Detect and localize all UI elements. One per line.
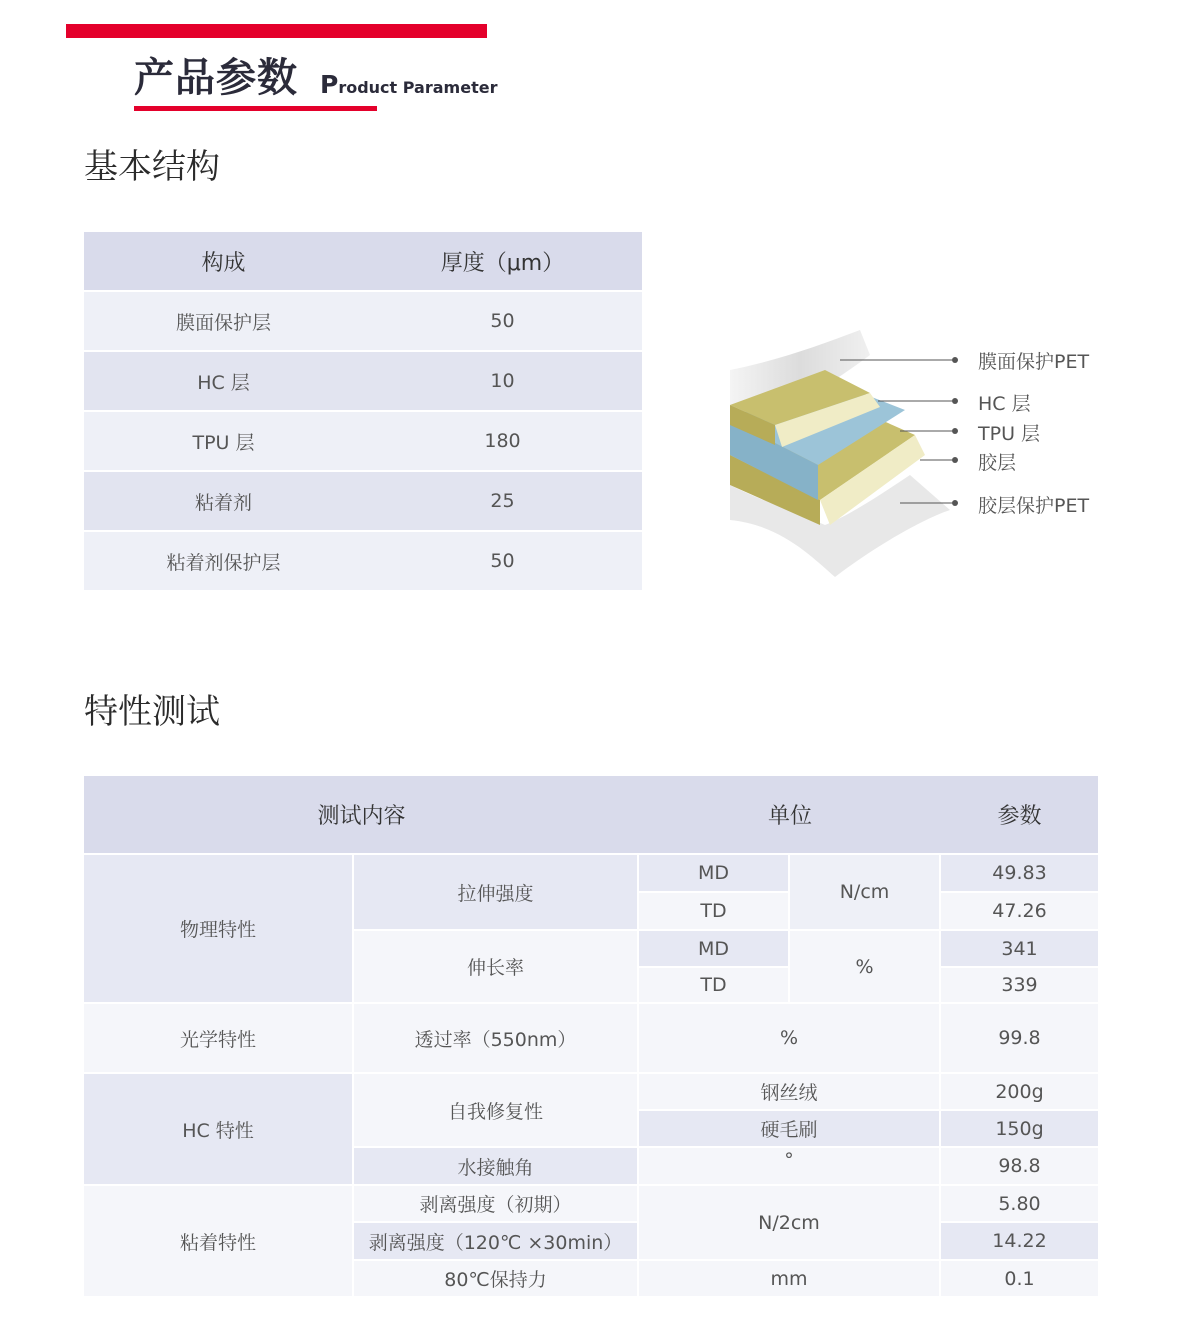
title-underline [134,106,377,111]
layer-name: HC 层 [197,371,250,394]
column-header-unit: 单位 [639,776,941,853]
layer-thickness: 25 [490,490,515,512]
test-elongation: 伸长率 [354,931,637,1002]
unit-tensile: N/cm [790,855,939,929]
value-hard-brush: 150g [941,1111,1098,1146]
direction-td: TD [639,893,788,929]
value-elongation-md: 341 [941,931,1098,966]
layer-name: 膜面保护层 [175,311,271,334]
value-steel-wool: 200g [941,1074,1098,1109]
table-row [84,472,642,530]
page-subtitle [320,70,497,103]
layer-structure-diagram [720,325,1140,585]
unit-contact-angle: ° [639,1148,939,1184]
column-header-content: 测试内容 [84,776,639,853]
subtitle-rest: roduct Parameter [338,78,498,97]
value-elongation-td: 339 [941,968,1098,1002]
diagram-label-tpu: TPU 层 [978,423,1041,445]
column-header: 厚度（μm） [440,250,565,276]
structure-title: 基本结构 [84,147,220,187]
properties-title: 特性测试 [84,692,220,732]
table-row [84,532,642,590]
unit-transmittance: % [639,1004,939,1072]
value-peel-initial: 5.80 [941,1186,1098,1221]
unit-peel: N/2cm [639,1186,939,1259]
top-accent-bar [66,24,487,38]
table-row [84,412,642,470]
method-steel-wool: 钢丝绒 [639,1074,939,1109]
diagram-label-top-pet: 膜面保护PET [978,351,1090,373]
direction-td: TD [639,968,788,1002]
leader-dots [952,357,958,506]
value-tensile-td: 47.26 [941,893,1098,929]
category-optical: 光学特性 [84,1004,352,1072]
unit-holding-power: mm [639,1261,939,1296]
layer-thickness: 180 [484,430,521,452]
diagram-label-glue: 胶层 [978,452,1017,474]
category-adhesive: 粘着特性 [84,1186,352,1296]
test-holding-power: 80℃保持力 [354,1261,637,1296]
unit-elongation: % [790,931,939,1002]
value-peel-aged: 14.22 [941,1223,1098,1259]
diagram-label-bottom-pet: 胶层保护PET [978,495,1090,517]
test-peel-aged: 剥离强度（120℃ ×30min） [354,1223,637,1259]
properties-table [84,776,1098,1296]
test-self-repair: 自我修复性 [354,1074,637,1146]
subtitle-initial: P [320,70,339,99]
table-row [84,292,642,350]
layer-thickness: 50 [490,550,515,572]
structure-table-header [84,232,642,290]
test-peel-initial: 剥离强度（初期） [354,1186,637,1221]
direction-md: MD [639,931,788,966]
page-title: 产品参数 [134,55,298,101]
method-hard-brush: 硬毛刷 [639,1111,939,1146]
direction-md: MD [639,855,788,891]
table-row [84,352,642,410]
test-transmittance: 透过率（550nm） [354,1004,637,1072]
value-holding-power: 0.1 [941,1261,1098,1296]
structure-table [84,232,642,592]
layer-name: 粘着剂 [194,491,252,514]
category-physical: 物理特性 [84,855,352,1002]
value-tensile-md: 49.83 [941,855,1098,891]
column-header-param: 参数 [941,776,1098,853]
column-header: 构成 [201,250,246,276]
test-contact-angle: 水接触角 [354,1148,637,1184]
diagram-label-hc: HC 层 [978,393,1031,415]
layer-name: 粘着剂保护层 [166,551,281,574]
value-contact-angle: 98.8 [941,1148,1098,1184]
category-hc: HC 特性 [84,1074,352,1184]
test-tensile: 拉伸强度 [354,855,637,929]
layer-thickness: 10 [490,370,515,392]
value-transmittance: 99.8 [941,1004,1098,1072]
layer-thickness: 50 [490,310,515,332]
layer-name: TPU 层 [192,431,255,454]
